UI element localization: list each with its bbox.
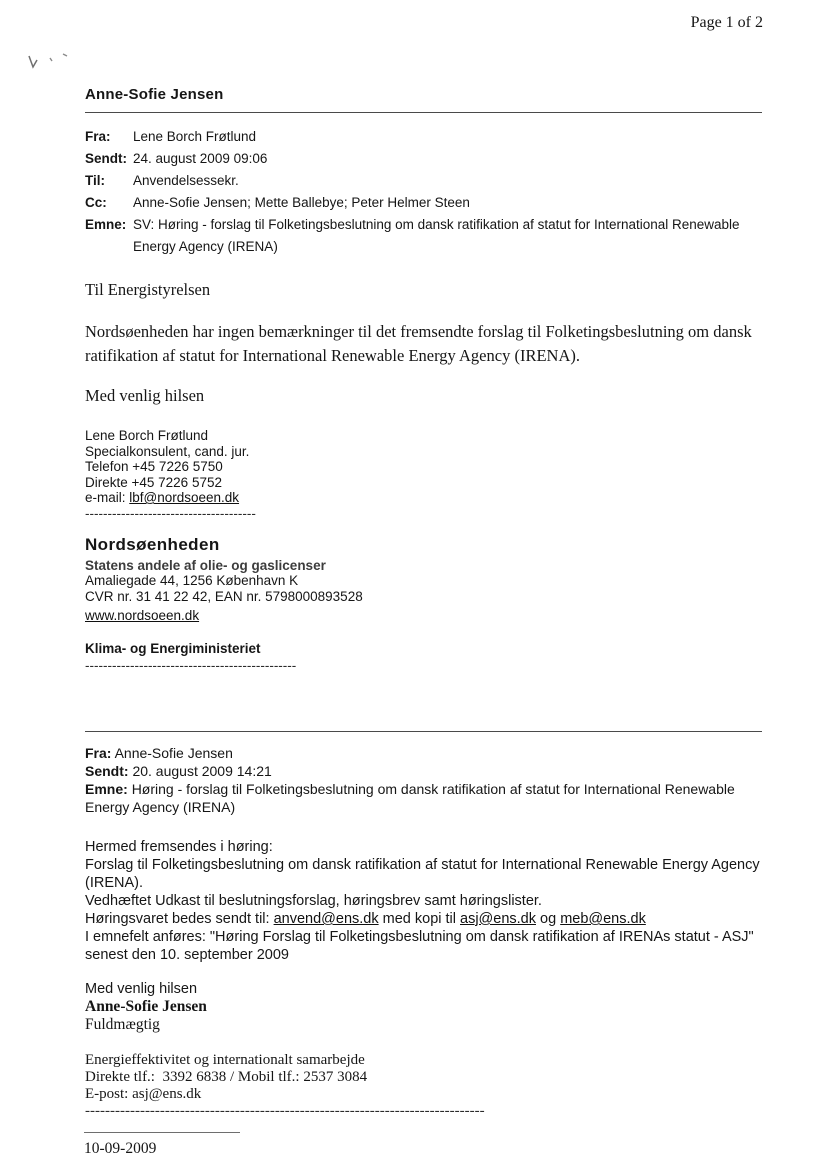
ministry-name: Klima- og Energiministeriet: [85, 641, 261, 656]
header-field-fra: [85, 744, 762, 762]
section-divider: [85, 731, 762, 732]
field-value: Anvendelsessekr.: [133, 173, 239, 188]
field-label: Emne:: [85, 781, 128, 797]
send-instructions-line: [85, 910, 762, 928]
header-field-til: [85, 170, 762, 192]
field-value: Lene Borch Frøtlund: [133, 129, 257, 144]
org-address: Amaliegade 44, 1256 København K: [85, 573, 299, 588]
epost-line: E-post: asj@ens.dk: [85, 1086, 202, 1102]
dash-divider: -----------------------------------------------: [85, 658, 297, 673]
email1-header: [85, 126, 762, 258]
asj-email-link[interactable]: asj@ens.dk: [460, 911, 536, 927]
body-line: I emnefelt anføres: "Høring Forslag til Folketingsbeslutning om dansk ratifikation af IRENAs statut - ASJ": [85, 929, 754, 945]
org-tagline: Statens andele af olie- og gaslicenser: [85, 558, 326, 573]
header-field-sendt: [85, 148, 762, 170]
email2-header: [85, 744, 762, 816]
org-block: [85, 535, 762, 673]
header-field-cc: [85, 192, 762, 214]
field-label: Til:: [85, 173, 105, 188]
org-name: Nordsøenheden: [85, 535, 220, 554]
phone-numbers: Direkte tlf.: 3392 6838 / Mobil tlf.: 2537 3084: [85, 1069, 368, 1085]
website-link[interactable]: www.nordsoeen.dk: [85, 608, 200, 623]
email1-signature: [85, 428, 762, 521]
signature-title: Specialkonsulent, cand. jur.: [85, 443, 250, 459]
field-value: SV: Høring - forslag til Folketingsbeslutning om dansk ratifikation af statut for International Renewable Energy Agency (IRENA): [133, 217, 740, 254]
body-line: Hermed fremsendes i høring:: [85, 839, 273, 855]
body-line: Forslag til Folketingsbeslutning om dansk ratifikation af statut for International Renewable Energy Agency (IRENA).: [85, 857, 760, 891]
page-number: Page 1 of 2: [690, 14, 763, 31]
send-prefix: Høringsvaret bedes sendt til:: [85, 911, 274, 927]
email2-body: [85, 838, 762, 1034]
send-mid: og: [536, 911, 561, 927]
anvend-email-link[interactable]: anvend@ens.dk: [273, 911, 379, 927]
department-name: Energieffektivitet og internationalt samarbejde: [85, 1052, 365, 1068]
meb-email-link[interactable]: meb@ens.dk: [560, 911, 646, 927]
header-field-fra: [85, 126, 762, 148]
header-field-sendt: [85, 762, 762, 780]
dash-divider: --------------------------------------: [85, 505, 256, 521]
field-value: 24. august 2009 09:06: [133, 151, 268, 166]
org-website-line: [85, 608, 762, 623]
header-field-emne: [85, 214, 762, 258]
signature-name: Lene Borch Frøtlund: [85, 428, 209, 443]
signer-title: Fuldmægtig: [85, 1016, 160, 1033]
email2-footer-block: [85, 1052, 762, 1120]
field-label: Fra:: [85, 745, 112, 761]
send-mid: med kopi til: [378, 911, 461, 927]
body-line: Vedhæftet Udkast til beslutningsforslag, høringsbrev samt høringslister.: [85, 893, 542, 909]
footer-date: 10-09-2009: [84, 1132, 240, 1158]
title-divider: [85, 112, 762, 113]
page-title: Anne-Sofie Jensen: [85, 86, 224, 103]
email-link[interactable]: lbf@nordsoeen.dk: [129, 490, 240, 505]
body-line: senest den 10. september 2009: [85, 947, 289, 963]
field-label: Emne:: [85, 217, 127, 232]
document-content: [85, 86, 762, 1120]
field-value: Høring - forslag til Folketingsbeslutning om dansk ratifikation af statut for International Renewable Energy Agency (IRENA): [85, 781, 735, 815]
email1-body: [85, 280, 762, 406]
salutation-text: Til Energistyrelsen: [85, 280, 211, 299]
field-label: Cc:: [85, 195, 107, 210]
field-value: 20. august 2009 14:21: [132, 763, 272, 779]
dash-divider: --------------------------------------------------------------------------------: [85, 1103, 485, 1119]
signature-phone: Telefon +45 7226 5750: [85, 459, 223, 474]
scan-artifact-icon: [24, 50, 72, 79]
org-registration: CVR nr. 31 41 22 42, EAN nr. 5798000893528: [85, 589, 363, 604]
field-value: Anne-Sofie Jensen: [114, 745, 233, 761]
field-value: Anne-Sofie Jensen; Mette Ballebye; Peter Helmer Steen: [133, 195, 470, 210]
closing-text: Med venlig hilsen: [85, 981, 198, 997]
closing-text: Med venlig hilsen: [85, 386, 205, 405]
signature-email-line: [85, 490, 762, 506]
field-label: Fra:: [85, 129, 111, 144]
body-paragraph: Nordsøenheden har ingen bemærkninger til det fremsendte forslag til Folketingsbeslutning om dansk ratifikation af statut for International Renewable Energy Agency (IRENA).: [85, 322, 752, 365]
field-label: Sendt:: [85, 763, 129, 779]
signer-name: Anne-Sofie Jensen: [85, 998, 207, 1015]
field-label: Sendt:: [85, 151, 127, 166]
header-field-emne: [85, 780, 762, 816]
signature-direct-phone: Direkte +45 7226 5752: [85, 474, 222, 490]
email-label: e-mail:: [85, 490, 130, 505]
